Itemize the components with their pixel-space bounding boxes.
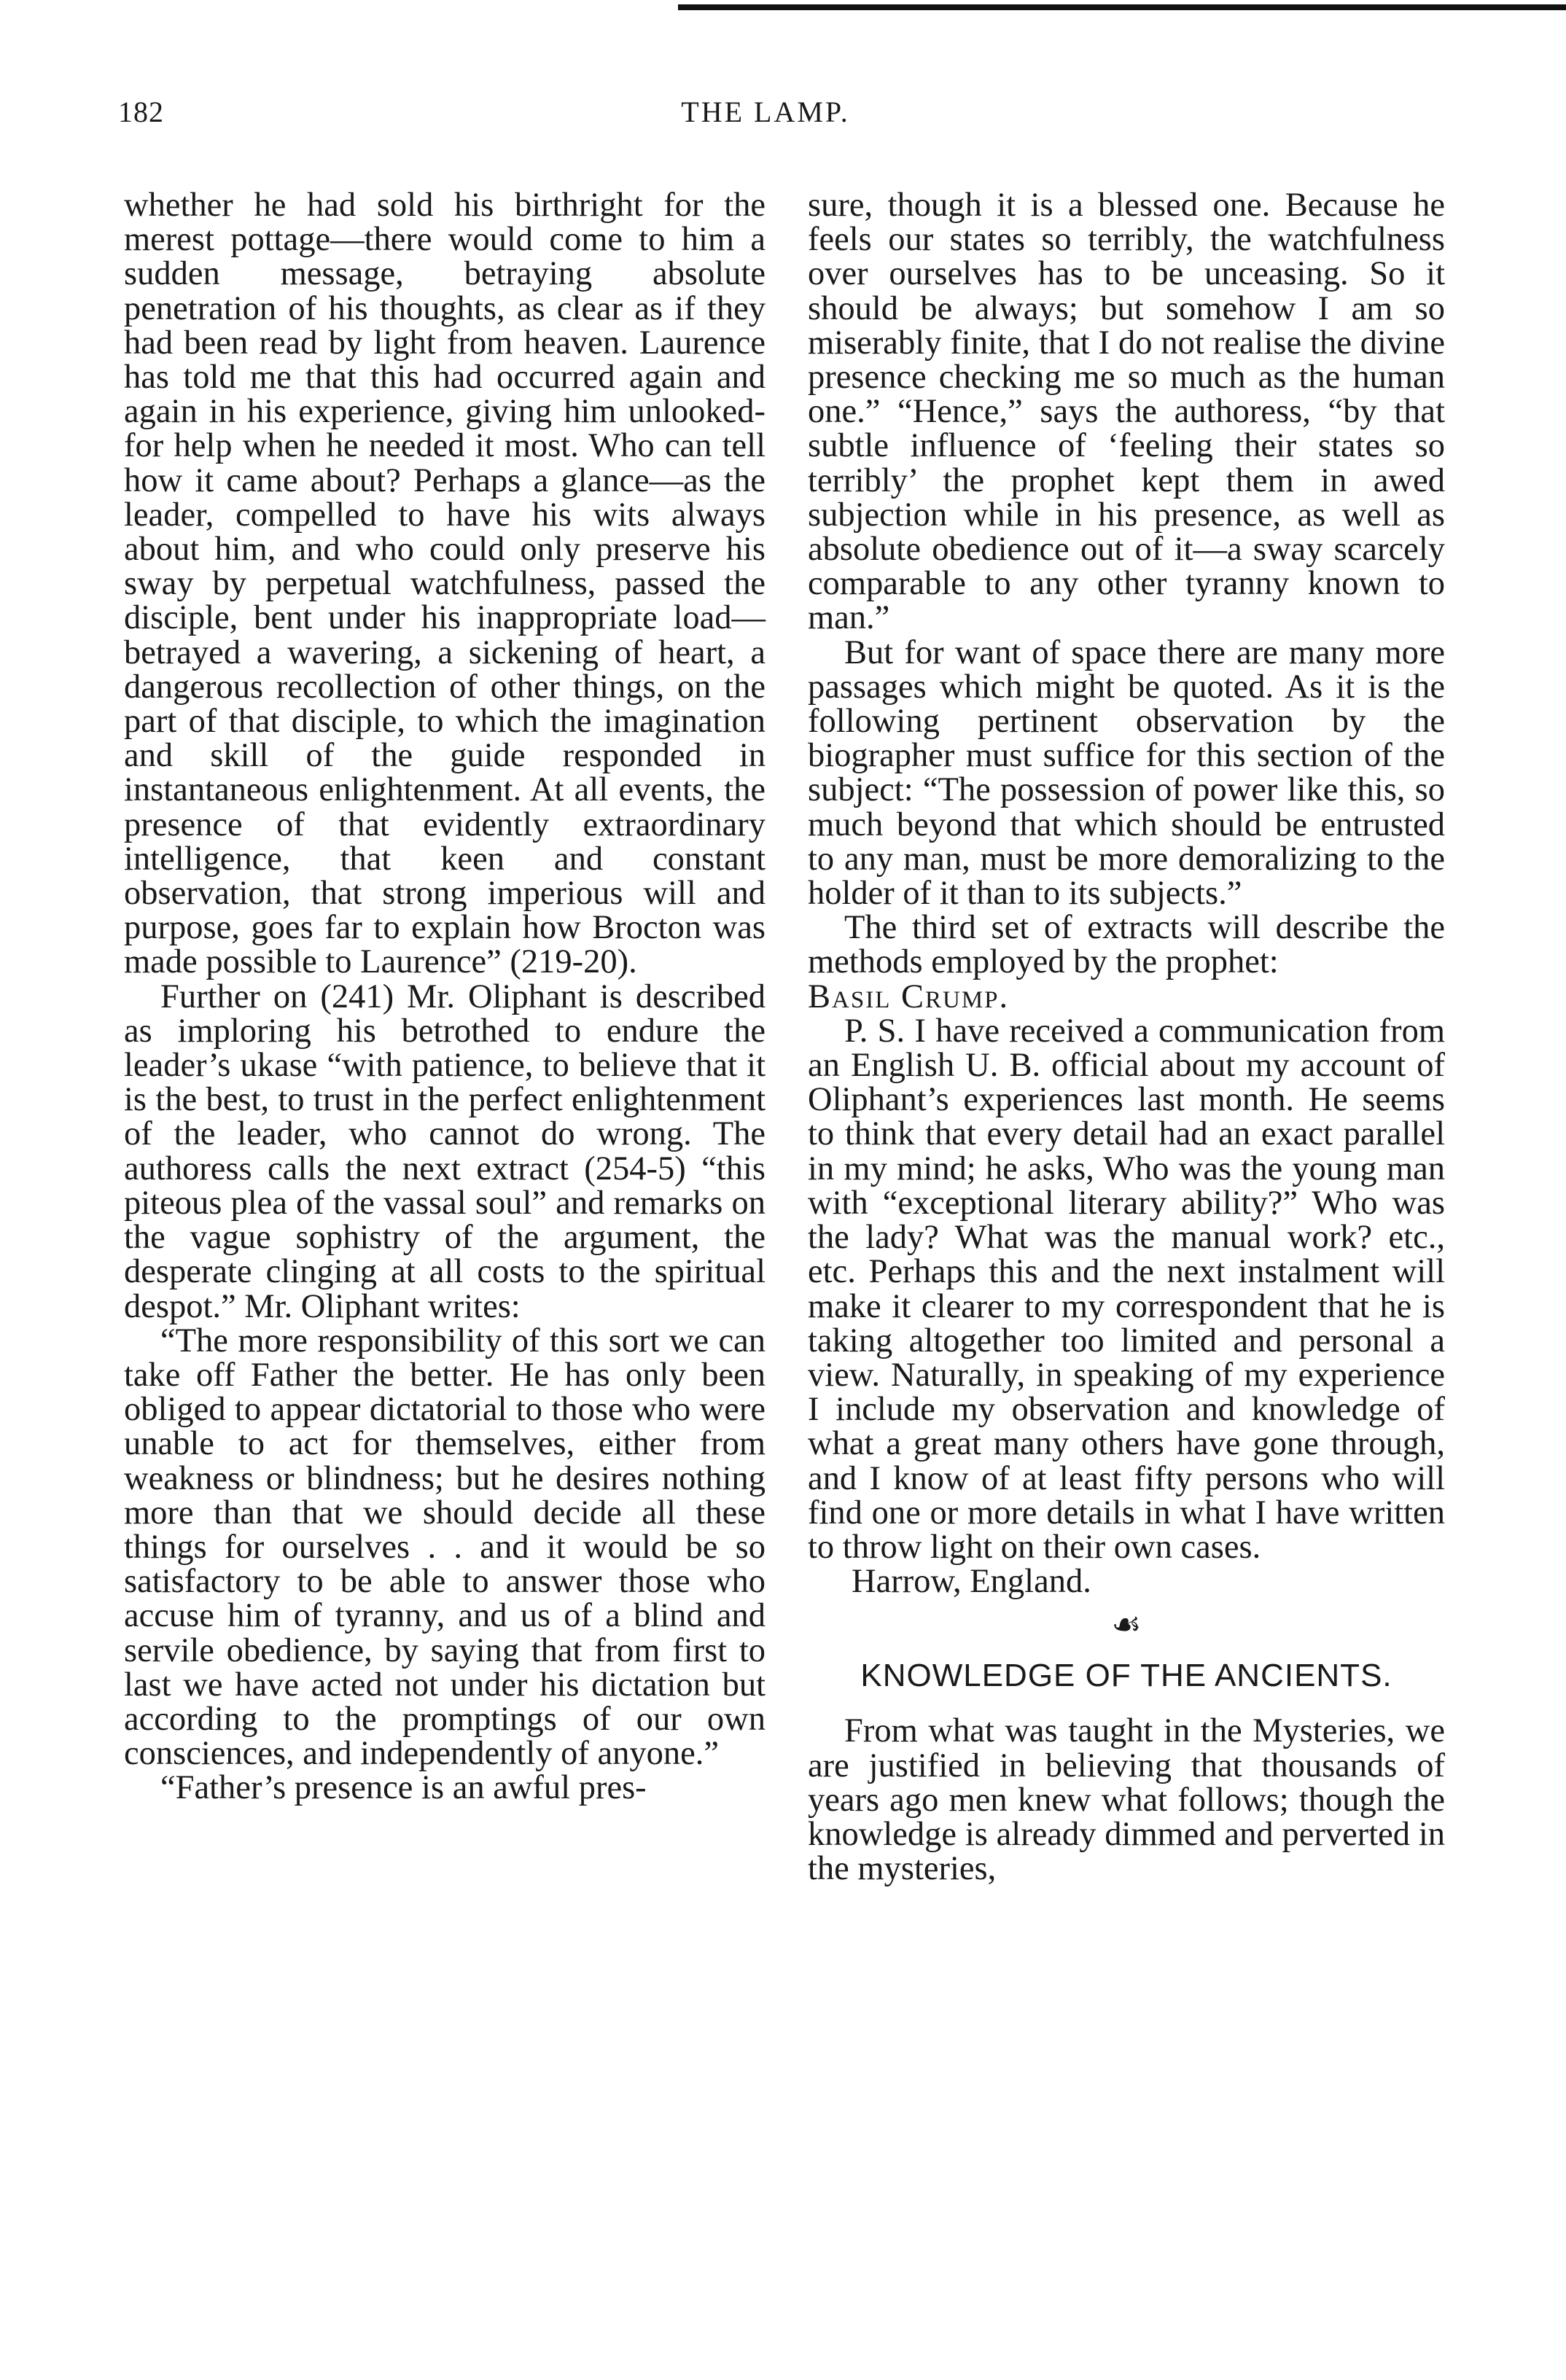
running-title: THE LAMP. xyxy=(681,95,850,128)
fleuron-ornament-icon: ☙ xyxy=(1111,1606,1142,1644)
left-paragraph-1: whether he had sold his birthright for the merest pottage—there would come to him a sudden message, betraying absolute penetration of his thoughts, as clear as if they had been read by light from heaven. Laurence has told me that this had occurred again and again in his experience, giving him unlooked-for help when he needed it most. Who can tell how it came about? Perhaps a glance—as the leader, compelled to have his wits always about him, and who could only preserve his sway by perpetual watchfulness, passed the disciple, bent under his inappropriate load—betrayed a wavering, a sickening of heart, a dangerous recollection of other things, on the part of that disciple, to which the imagination and skill of the guide responded in instantaneous enlightenment. At all events, the presence of that evidently extraordinary intelligence, that keen and constant observation, that strong imperious will and purpose, goes far to explain how Brocton was made possible to Laurence” (219-20). xyxy=(124,187,766,981)
left-paragraph-3: “The more responsibility of this sort we can take off Father the better. He has only been obliged to appear dictatorial to those who were unable to act for themselves, either from weakness or blindness; but he desires nothing more than that we should decide all these things for ourselves . . and it would be so satisfactory to be able to answer those who accuse him of tyranny, and us of a blind and servile obedience, by saying that from first to last we have acted not under his dictation but according to the promptings of our own consciences, and independently of anyone.” xyxy=(124,1322,766,1773)
left-paragraph-2: Further on (241) Mr. Oliphant is described as imploring his betrothed to endure the leader’s ukase “with patience, to believe that it is the best, to trust in the perfect enlightenment of the leader, who cannot do wrong. The authoress calls the next extract (254-5) “this piteous plea of the vassal soul” and remarks on the vague sophistry of the argument, the desperate clinging at all costs to the spiritual despot.” Mr. Oliphant writes: xyxy=(124,978,766,1325)
left-paragraph-4: “Father’s presence is an awful pres- xyxy=(160,1769,647,1807)
section-paragraph-1: From what was taught in the Mysteries, we are justified in believing that thousands of years ago men knew what follows; though the knowledge is already dimmed and perverted in the mysteries, xyxy=(808,1712,1445,1888)
section-heading: KNOWLEDGE OF THE ANCIENTS. xyxy=(860,1658,1392,1694)
right-paragraph-3: The third set of extracts will describe the methods employed by the prophet: xyxy=(808,909,1445,981)
left-column xyxy=(124,188,766,1806)
dateline: Harrow, England. xyxy=(852,1563,1091,1601)
postscript-paragraph: P. S. I have received a communication from an English U. B. official about my account of Oliphant’s experiences last month. He seems to think that every detail had an exact parallel in my mind; he asks, Who was the young man with “exceptional literary ability?” Who was the lady? What was the manual work? etc., etc. Perhaps this and the next instalment will make it clearer to my correspondent that he is taking altogether too limited and personal a view. Naturally, in speaking of my experience I include my observation and knowledge of what a great many others have gone through, and I know of at least fifty persons who will find one or more details in what I have written to throw light on their own cases. xyxy=(808,1012,1445,1566)
right-paragraph-1: sure, though it is a blessed one. Because he feels our states so terribly, the watchfulness over ourselves has to be unceasing. So it should be always; but somehow I am so miserably finite, that I do not realise the divine presence checking me so much as the human one.” “Hence,” says the authoress, “by that subtle influence of ‘feeling their states so terribly’ the prophet kept them in awed subjection while in his presence, as well as absolute obedience out of it—a sway scarcely comparable to any other tyranny known to man.” xyxy=(808,187,1445,637)
right-column xyxy=(808,188,1445,1886)
author-signature: Basil Crump. xyxy=(808,978,1010,1015)
top-rule xyxy=(678,4,1566,10)
page-header xyxy=(109,95,1422,146)
page-number: 182 xyxy=(118,95,164,128)
right-paragraph-2: But for want of space there are many more passages which might be quoted. As it is the following pertinent observation by the biographer must suffice for this section of the subject: “The possession of power like this, so much beyond that which should be entrusted to any man, must be more demoralizing to the holder of it than to its subjects.” xyxy=(808,633,1445,913)
